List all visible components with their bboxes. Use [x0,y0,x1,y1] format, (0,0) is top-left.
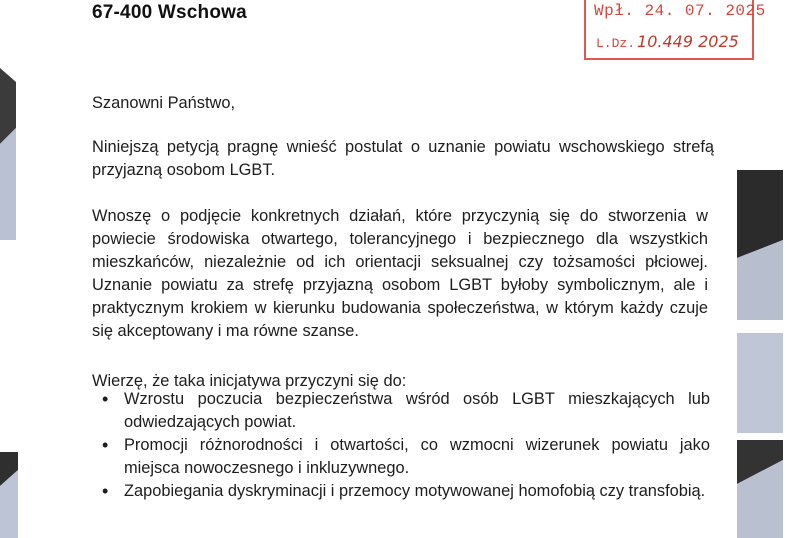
list-item [98,434,710,480]
letter-list-lead: Wierzę, że taka inicjatywa przyczyni się do: [92,372,407,390]
stamp-ldz-label: L.Dz. [596,36,636,51]
stamp-received-date: Wpł. 24. 07. 2025 [594,2,766,20]
list-item-text: Promocji różnorodności i otwartości, co wzmocni wizerunek powiatu jako miejsca nowoczesnego i inkluzywnego. [124,436,710,477]
scan-edge-mark-right-top [733,170,785,320]
letter-greeting: Szanowni Państwo, [92,94,236,112]
scan-edge-mark-left-bottom [0,452,18,538]
letter-paragraph-petition: Niniejszą petycją pragnę wnieść postulat o uznanie powiatu wschowskiego strefą przyjazną osobom LGBT. [92,138,714,179]
list-item-text: Wzrostu poczucia bezpieczeństwa wśród osób LGBT mieszkających lub odwiedzających powiat. [124,390,710,431]
benefits-list [98,388,710,503]
scan-edge-mark-right-middle [733,333,785,433]
list-item-text: Zapobiegania dyskryminacji i przemocy motywowanej homofobią czy transfobią. [124,482,706,500]
bullet-icon: • [102,435,109,455]
bullet-icon: • [102,389,109,409]
stamp-ldz-number [596,32,739,51]
scan-edge-mark-right-bottom [733,440,785,538]
letter-paragraph-request: Wnoszę o podjęcie konkretnych działań, które przyczynią się do stworzenia w powiecie środowiska otwartego, tolerancyjnego i bezpiecznego dla wszystkich mieszkańców, niezależnie od ich orientacji seksualnej czy tożsamości płciowej. Uznanie powiatu za strefę przyjazną osobom LGBT byłoby symbolicznym, ale i praktycznym krokiem w kierunku budowania społeczeństwa, w którym każdy czuje się akceptowany i ma równe szanse. [92,207,708,340]
list-item [98,480,710,503]
sender-address-city: 67-400 Wschowa [92,2,247,23]
stamp-ldz-value: 10.449 2025 [637,32,739,51]
bullet-icon: • [102,481,109,501]
received-stamp [584,0,766,60]
list-item [98,388,710,434]
scan-edge-mark-left-top [0,68,16,240]
